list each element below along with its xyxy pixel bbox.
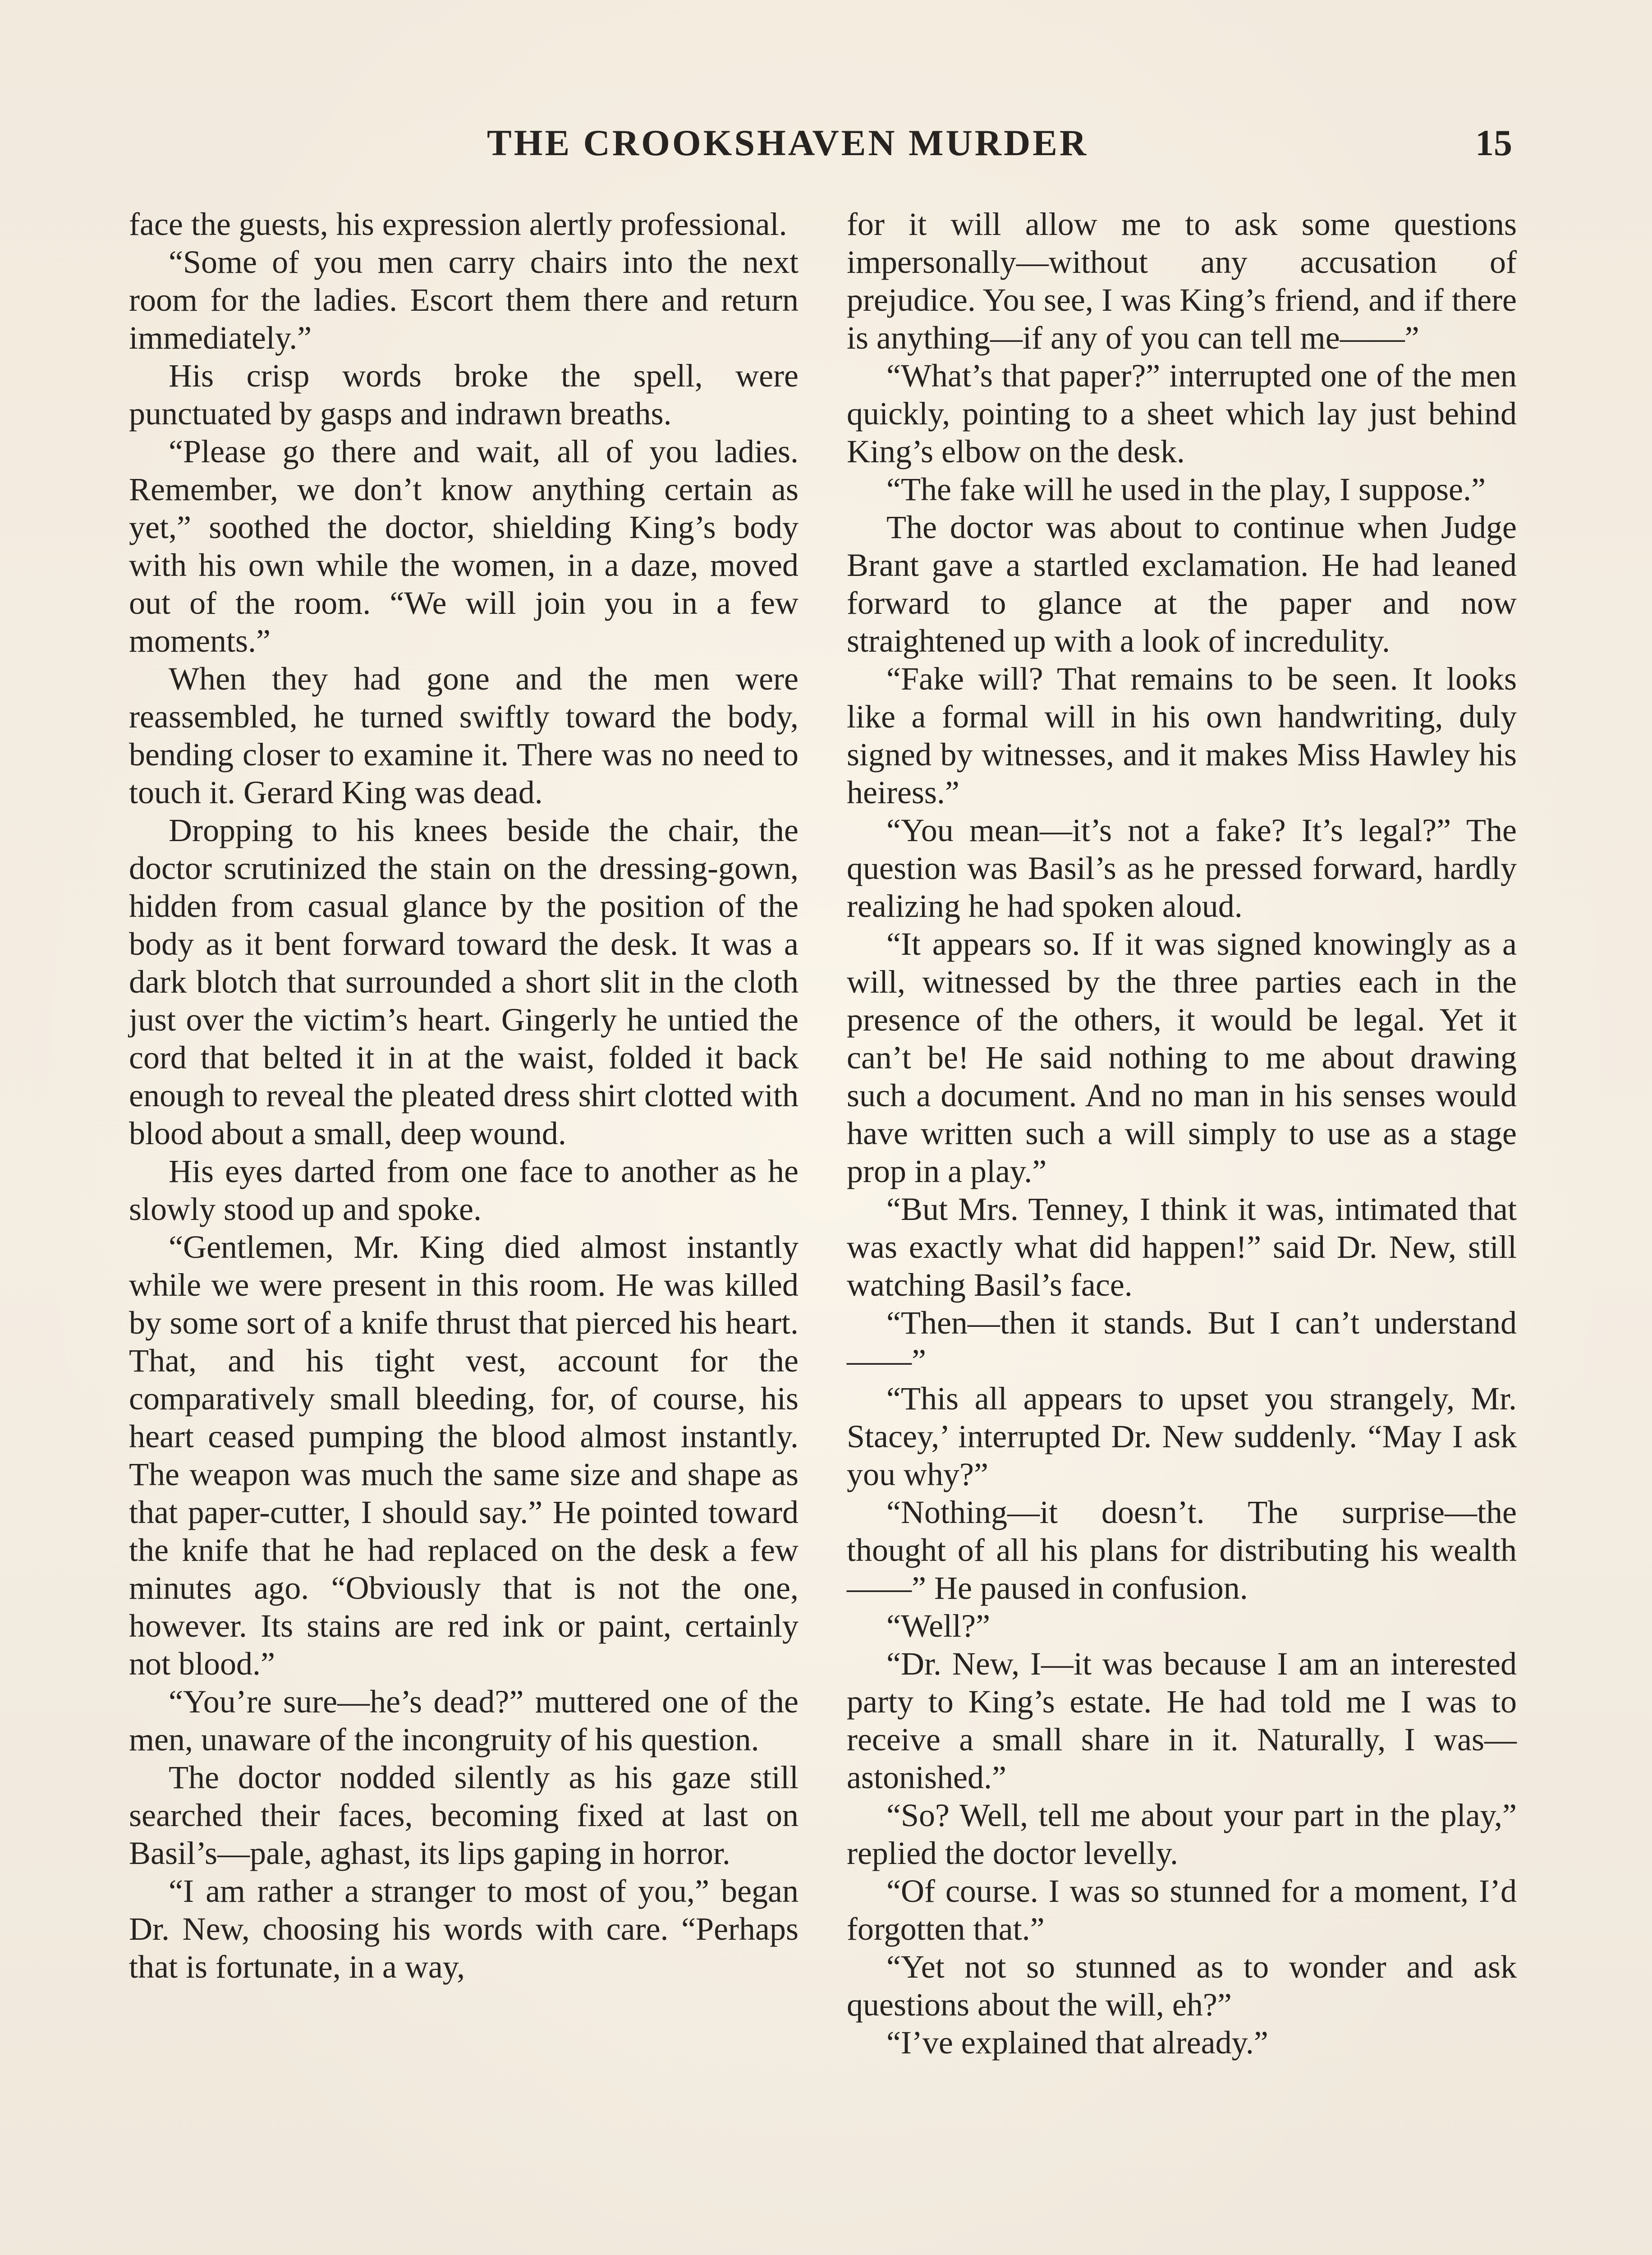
- paragraph: “Some of you men carry chairs into the next room for the ladies. Escort them there and return immediately.”: [129, 244, 798, 356]
- running-header: [0, 122, 1652, 171]
- paragraph: “What’s that paper?” interrupted one of the men quickly, pointing to a sheet which lay just behind King’s elbow on the desk.: [847, 358, 1517, 469]
- paragraph: The doctor was about to continue when Judge Brant gave a startled exclamation. He had leaned forward to glance at the paper and now straightened up with a look of incredulity.: [847, 509, 1517, 659]
- paragraph: “Nothing—it doesn’t. The surprise—the thought of all his plans for distributing his wealth——” He paused in confusion.: [847, 1494, 1517, 1606]
- paragraph: When they had gone and the men were reassembled, he turned swiftly toward the body, bending closer to examine it. There was no need to touch it. Gerard King was dead.: [129, 661, 798, 810]
- right-text-column: [847, 205, 1517, 2062]
- page-number: 15: [1475, 122, 1512, 163]
- paragraph: “Please go there and wait, all of you ladies. Remember, we don’t know anything certain as yet,” soothed the doctor, shielding King’s body with his own while the women, in a daze, moved out of the room. “We will join you in a few moments.”: [129, 433, 798, 659]
- paragraph: “I am rather a stranger to most of you,” began Dr. New, choosing his words with care. “Perhaps that is fortunate, in a way,: [129, 1873, 798, 1985]
- paragraph: face the guests, his expression alertly professional.: [129, 206, 787, 242]
- paragraph: His crisp words broke the spell, were punctuated by gasps and indrawn breaths.: [129, 358, 798, 432]
- paragraph: “Well?”: [886, 1608, 991, 1644]
- paragraph: “Gentlemen, Mr. King died almost instantly while we were present in this room. He was killed by some sort of a knife thrust that pierced his heart. That, and his tight vest, account for the comparatively small bleeding, for, of course, his heart ceased pumping the blood almost instantly. The weapon was much the same size and shape as that paper-cutter, I should say.” He pointed toward the knife that he had replaced on the desk a few minutes ago. “Obviously that is not the one, however. Its stains are red ink or paint, certainly not blood.”: [129, 1229, 798, 1682]
- paragraph: His eyes darted from one face to another as he slowly stood up and spoke.: [129, 1153, 798, 1227]
- running-title: THE CROOKSHAVEN MURDER: [487, 122, 1089, 163]
- paragraph: The doctor nodded silently as his gaze still searched their faces, becoming fixed at last on Basil’s—pale, aghast, its lips gaping in horror.: [129, 1759, 798, 1871]
- paragraph: “This all appears to upset you strangely, Mr. Stacey,’ interrupted Dr. New suddenly. “May I ask you why?”: [847, 1381, 1517, 1492]
- paragraph: “It appears so. If it was signed knowingly as a will, witnessed by the three parties each in the presence of the others, it would be legal. Yet it can’t be! He said nothing to me about drawing such a document. And no man in his senses would have written such a will simply to use as a stage prop in a play.”: [847, 926, 1517, 1189]
- paragraph: “Then—then it stands. But I can’t understand——”: [847, 1305, 1517, 1379]
- paragraph: “You mean—it’s not a fake? It’s legal?” The question was Basil’s as he pressed forward, hardly realizing he had spoken aloud.: [847, 812, 1517, 924]
- left-text-column: [129, 205, 798, 1986]
- paragraph: “But Mrs. Tenney, I think it was, intimated that was exactly what did happen!” said Dr. New, still watching Basil’s face.: [847, 1191, 1517, 1303]
- paragraph: “So? Well, tell me about your part in the play,” replied the doctor levelly.: [847, 1797, 1517, 1871]
- paragraph: Dropping to his knees beside the chair, the doctor scrutinized the stain on the dressing-gown, hidden from casual glance by the position of the body as it bent forward toward the desk. It was a dark blotch that surrounded a short slit in the cloth just over the victim’s heart. Gingerly he untied the cord that belted it in at the waist, folded it back enough to reveal the pleated dress shirt clotted with blood about a small, deep wound.: [129, 812, 798, 1151]
- paragraph: for it will allow me to ask some questions impersonally—without any accusation of prejudice. You see, I was King’s friend, and if there is anything—if any of you can tell me——”: [847, 206, 1517, 356]
- paragraph: “The fake will he used in the play, I suppose.”: [886, 471, 1486, 507]
- paragraph: “Of course. I was so stunned for a moment, I’d forgotten that.”: [847, 1873, 1517, 1947]
- paragraph: “Dr. New, I—it was because I am an interested party to King’s estate. He had told me I was to receive a small share in it. Naturally, I was—astonished.”: [847, 1646, 1517, 1795]
- paragraph: “Yet not so stunned as to wonder and ask questions about the will, eh?”: [847, 1949, 1517, 2023]
- paragraph: “You’re sure—he’s dead?” muttered one of the men, unaware of the incongruity of his question.: [129, 1684, 798, 1758]
- paragraph: “I’ve explained that already.”: [886, 2025, 1268, 2061]
- paragraph: “Fake will? That remains to be seen. It looks like a formal will in his own handwriting, duly signed by witnesses, and it makes Miss Hawley his heiress.”: [847, 661, 1517, 810]
